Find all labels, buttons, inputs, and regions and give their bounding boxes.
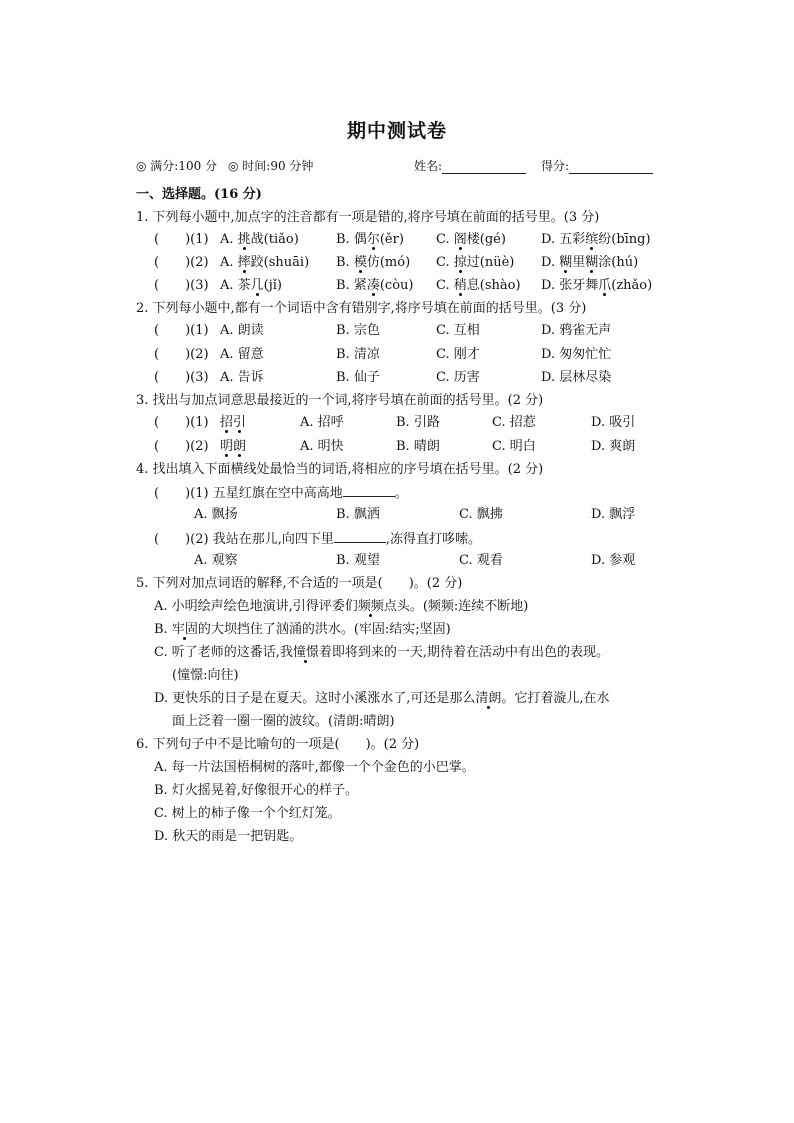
q5-a-dotted-word: 频频 — [357, 599, 384, 614]
q2-1-bracket[interactable]: ( )(1) — [154, 323, 209, 338]
q1-1-option-b: B. 偶尔(ěr) — [336, 232, 404, 247]
q2-3-option-a: A. 告诉 — [220, 370, 264, 385]
q5-d-text-end: 。它打着漩儿,在水 — [501, 691, 610, 706]
q4-2-text: 我站在那儿,向四下里 — [212, 532, 334, 547]
q4-1-option-a: A. 飘扬 — [194, 507, 238, 522]
section-heading: 一、选择题。(16 分) — [136, 187, 262, 202]
q3-2-bracket[interactable]: ( )(2) — [154, 439, 209, 454]
q1-1-option-d: D. 五彩缤纷(bīng) — [541, 232, 651, 247]
q5-a-text: A. 小明绘声绘色地演讲,引得评委们 — [154, 599, 358, 614]
q2-1-option-b: B. 宗色 — [336, 323, 380, 338]
q6-option-c: C. 树上的柿子像一个个红灯笼。 — [154, 806, 341, 821]
q3-2-option-a: A. 明快 — [300, 439, 344, 454]
q4-1-blank[interactable] — [343, 483, 395, 497]
dotted-char: 糊 — [585, 255, 599, 270]
q3-2-word — [220, 438, 246, 456]
q5-option-b: B. 牢固的大坝挡住了汹涌的洪水。(牢固:结实;坚固) — [154, 622, 451, 637]
q2-2-option-c: C. 刚才 — [436, 347, 480, 362]
q1-3-option-d: D. 张牙舞爪(zhǎo) — [541, 278, 653, 293]
dotted-char: 摔 — [237, 255, 251, 270]
q5-option-a — [154, 598, 528, 616]
q1-1-option-c: C. 阁楼(gé) — [436, 232, 506, 247]
q3-2-option-d: D. 爽朗 — [591, 439, 636, 454]
q4-2-bracket[interactable]: ( )(2) — [154, 532, 209, 547]
q3-1-option-a: A. 招呼 — [300, 415, 344, 430]
q5-a-note: 点头。(频频:连续不断地) — [383, 599, 529, 614]
q5-d-text: D. 更快乐的日子是在夏天。这时小溪涨水了,可还是那么 — [154, 691, 476, 706]
q4-2-option-a: A. 观察 — [194, 553, 238, 568]
q4-2-option-c: C. 观看 — [459, 553, 503, 568]
q2-2-option-a: A. 留意 — [220, 347, 264, 362]
q2-3-option-c: C. 历害 — [436, 370, 480, 385]
q5-b-text: 的大坝挡住了汹涌的洪水。(牢固:结实;坚固) — [197, 622, 451, 637]
dotted-char: 糊 — [559, 255, 573, 270]
q3-2-option-b: B. 晴朗 — [396, 439, 440, 454]
q6-stem: 6. 下列句子中不是比喻句的一项是( )。(2 分) — [136, 737, 420, 752]
q1-3-option-b: B. 紧凑(còu) — [336, 278, 414, 293]
q1-2-option-c: C. 掠过(nüè) — [436, 255, 515, 270]
q4-1-bracket[interactable]: ( )(1) — [154, 486, 209, 501]
q2-3-option-d: D. 层林尽染 — [541, 370, 612, 385]
dotted-char: 几 — [250, 278, 264, 293]
q1-stem: 1. 下列每小题中,加点字的注音都有一项是错的,将序号填在前面的括号里。(3 分) — [136, 210, 600, 225]
q5-d-dotted-word: 清朗 — [475, 691, 502, 706]
q1-2-option-b: B. 模仿(mó) — [336, 255, 411, 270]
q3-2-option-c: C. 明白 — [492, 439, 536, 454]
q3-stem: 3. 找出与加点词意思最接近的一个词,将序号填在前面的括号里。(2 分) — [136, 393, 544, 408]
q5-c-note: (憧憬:向往) — [172, 668, 239, 683]
q1-2-bracket[interactable]: ( )(2) — [154, 255, 209, 270]
dotted-char: 阁 — [453, 232, 467, 247]
name-field[interactable] — [414, 157, 526, 174]
q4-2-option-b: B. 观望 — [336, 553, 380, 568]
q5-option-c — [154, 644, 609, 662]
q5-b-dotted-word: 牢固 — [171, 622, 198, 637]
q2-stem: 2. 下列每小题中,都有一个词语中含有错别字,将序号填在前面的括号里。(3 分) — [136, 301, 587, 316]
q5-d-line2: 面上泛着一圈一圈的波纹。(清朗:晴朗) — [172, 714, 395, 729]
q2-1-option-a: A. 朗读 — [220, 323, 264, 338]
q2-3-bracket[interactable]: ( )(3) — [154, 370, 209, 385]
dotted-char: 爪 — [598, 278, 612, 293]
q1-1-option-a: A. 挑战(tiǎo) — [220, 232, 299, 247]
score-field[interactable] — [541, 157, 653, 174]
q1-2-option-a: A. 摔跤(shuāi) — [220, 255, 310, 270]
q2-1-option-d: D. 鸦雀无声 — [541, 323, 612, 338]
q4-2-end: ,冻得直打哆嗦。 — [385, 532, 481, 547]
dotted-char: 掠 — [453, 255, 467, 270]
q3-1-option-b: B. 引路 — [396, 415, 440, 430]
q4-1-end: 。 — [394, 486, 408, 501]
q4-1-sentence — [154, 483, 408, 503]
dotted-char: 招 — [220, 415, 234, 430]
dotted-char: 引 — [233, 415, 247, 430]
q4-2-sentence — [154, 529, 481, 549]
q3-1-bracket[interactable]: ( )(1) — [154, 415, 209, 430]
q3-1-word — [220, 414, 246, 432]
q6-option-d: D. 秋天的雨是一把钥匙。 — [154, 829, 303, 844]
q5-c-text: C. 听了老师的这番话,我 — [154, 645, 293, 660]
dotted-char: 尔 — [366, 232, 380, 247]
q5-option-d — [154, 690, 610, 708]
exam-time: ◎ 时间:90 分钟 — [228, 159, 314, 173]
q6-option-a: A. 每一片法国梧桐树的落叶,都像一个个金色的小巴掌。 — [154, 760, 475, 775]
q4-2-option-d: D. 参观 — [591, 553, 636, 568]
dotted-char: 明 — [220, 439, 234, 454]
q1-3-option-c: C. 稍息(shào) — [436, 278, 521, 293]
q5-stem: 5. 下列对加点词语的解释,不合适的一项是( )。(2 分) — [136, 576, 463, 591]
q1-3-option-a: A. 茶几(jǐ) — [220, 278, 283, 293]
dotted-char: 挑 — [237, 232, 251, 247]
q6-option-b: B. 灯火摇晃着,好像很开心的样子。 — [154, 783, 358, 798]
dotted-char: 缤 — [585, 232, 599, 247]
dotted-char: 凑 — [366, 278, 380, 293]
q1-3-bracket[interactable]: ( )(3) — [154, 278, 209, 293]
q4-1-option-b: B. 飘洒 — [336, 507, 380, 522]
dotted-char: 朗 — [233, 439, 247, 454]
q4-1-option-d: D. 飘浮 — [591, 507, 636, 522]
full-score: ◎ 满分:100 分 — [136, 159, 218, 173]
q2-1-option-c: C. 互相 — [436, 323, 480, 338]
score-label: 得分: — [541, 159, 570, 173]
q3-1-option-c: C. 招惹 — [492, 415, 536, 430]
q4-stem: 4. 找出填入下面横线处最恰当的词语,将相应的序号填在括号里。(2 分) — [136, 462, 544, 477]
q1-1-bracket[interactable]: ( )(1) — [154, 232, 209, 247]
name-label: 姓名: — [414, 159, 443, 173]
q2-3-option-b: B. 仙子 — [336, 370, 380, 385]
q2-2-option-d: D. 匆匆忙忙 — [541, 347, 612, 362]
dotted-char: 模 — [353, 255, 367, 270]
q2-2-option-b: B. 清凉 — [336, 347, 380, 362]
q1-2-option-d: D. 糊里糊涂(hú) — [541, 255, 639, 270]
q4-1-text: 五星红旗在空中高高地 — [212, 486, 343, 501]
q4-2-blank[interactable] — [334, 529, 386, 543]
q5-c-dotted-word: 憧憬 — [292, 645, 319, 660]
q4-1-option-c: C. 飘拂 — [459, 507, 503, 522]
q2-2-bracket[interactable]: ( )(2) — [154, 347, 209, 362]
q5-c-text-end: 着即将到来的一天,期待着在活动中有出色的表现。 — [318, 645, 610, 660]
score-line — [569, 161, 653, 174]
page-title: 期中测试卷 — [346, 120, 447, 142]
dotted-char: 稍 — [453, 278, 467, 293]
name-line — [442, 161, 526, 174]
q3-1-option-d: D. 吸引 — [591, 415, 636, 430]
